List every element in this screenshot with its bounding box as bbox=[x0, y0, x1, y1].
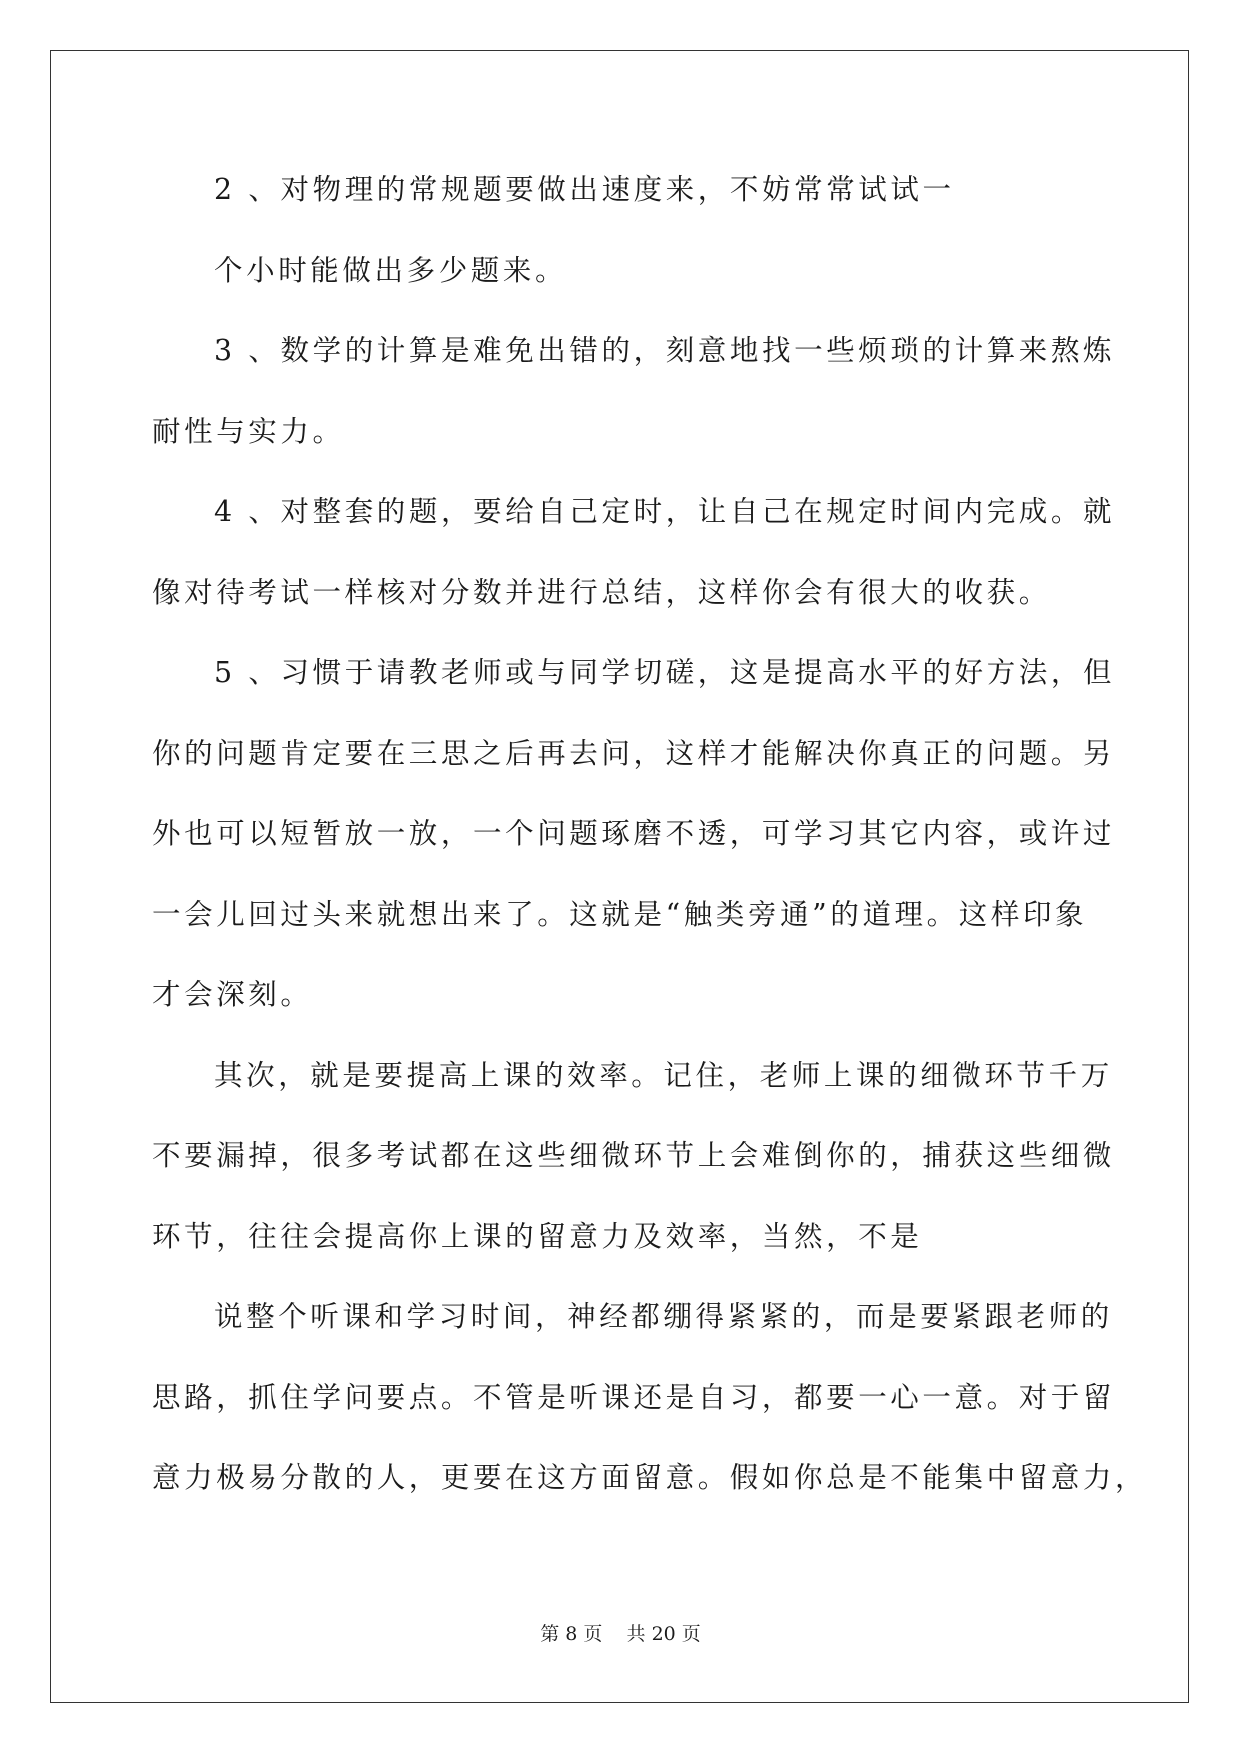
text-line: 思路，抓住学问要点。不管是听课还是自习，都要一心一意。对于留 bbox=[152, 1380, 1116, 1414]
page-footer bbox=[0, 1619, 1241, 1646]
text-line: 个小时能做出多少题来。 bbox=[214, 253, 568, 287]
page-total: 共 20 页 bbox=[626, 1623, 701, 1645]
text-line: 一会儿回过头来就想出来了。这就是“触类旁通”的道理。这样印象 bbox=[152, 897, 1088, 931]
text-line: 4 、对整套的题，要给自己定时，让自己在规定时间内完成。就 bbox=[214, 495, 1116, 528]
text-line: 说整个听课和学习时间，神经都绷得紧紧的，而是要紧跟老师的 bbox=[214, 1300, 1113, 1333]
text-line: 其次，就是要提高上课的效率。记住，老师上课的细微环节千万 bbox=[214, 1058, 1113, 1092]
text-line: 才会深刻。 bbox=[152, 978, 313, 1011]
text-line: 意力极易分散的人，更要在这方面留意。假如你总是不能集中留意力， bbox=[152, 1461, 1148, 1494]
document-body bbox=[152, 160, 1148, 1529]
text-line: 5 、习惯于请教老师或与同学切磋，这是提高水平的好方法，但 bbox=[214, 656, 1116, 689]
page-number: 第 8 页 bbox=[540, 1623, 603, 1645]
text-line: 像对待考试一样核对分数并进行总结，这样你会有很大的收获。 bbox=[152, 575, 1051, 609]
text-line: 你的问题肯定要在三思之后再去问，这样才能解决你真正的问题。另 bbox=[152, 736, 1116, 770]
text-line: 耐性与实力。 bbox=[152, 414, 345, 448]
text-line: 外也可以短暂放一放，一个问题琢磨不透，可学习其它内容，或许过 bbox=[152, 817, 1116, 850]
text-line: 不要漏掉，很多考试都在这些细微环节上会难倒你的，捕获这些细微 bbox=[152, 1139, 1116, 1172]
text-line: 3 、数学的计算是难免出错的，刻意地找一些烦琐的计算来熬炼 bbox=[214, 334, 1116, 367]
text-line: 环节，往往会提高你上课的留意力及效率，当然，不是 bbox=[152, 1219, 923, 1253]
text-line: 2 、对物理的常规题要做出速度来，不妨常常试试一 bbox=[214, 173, 955, 206]
